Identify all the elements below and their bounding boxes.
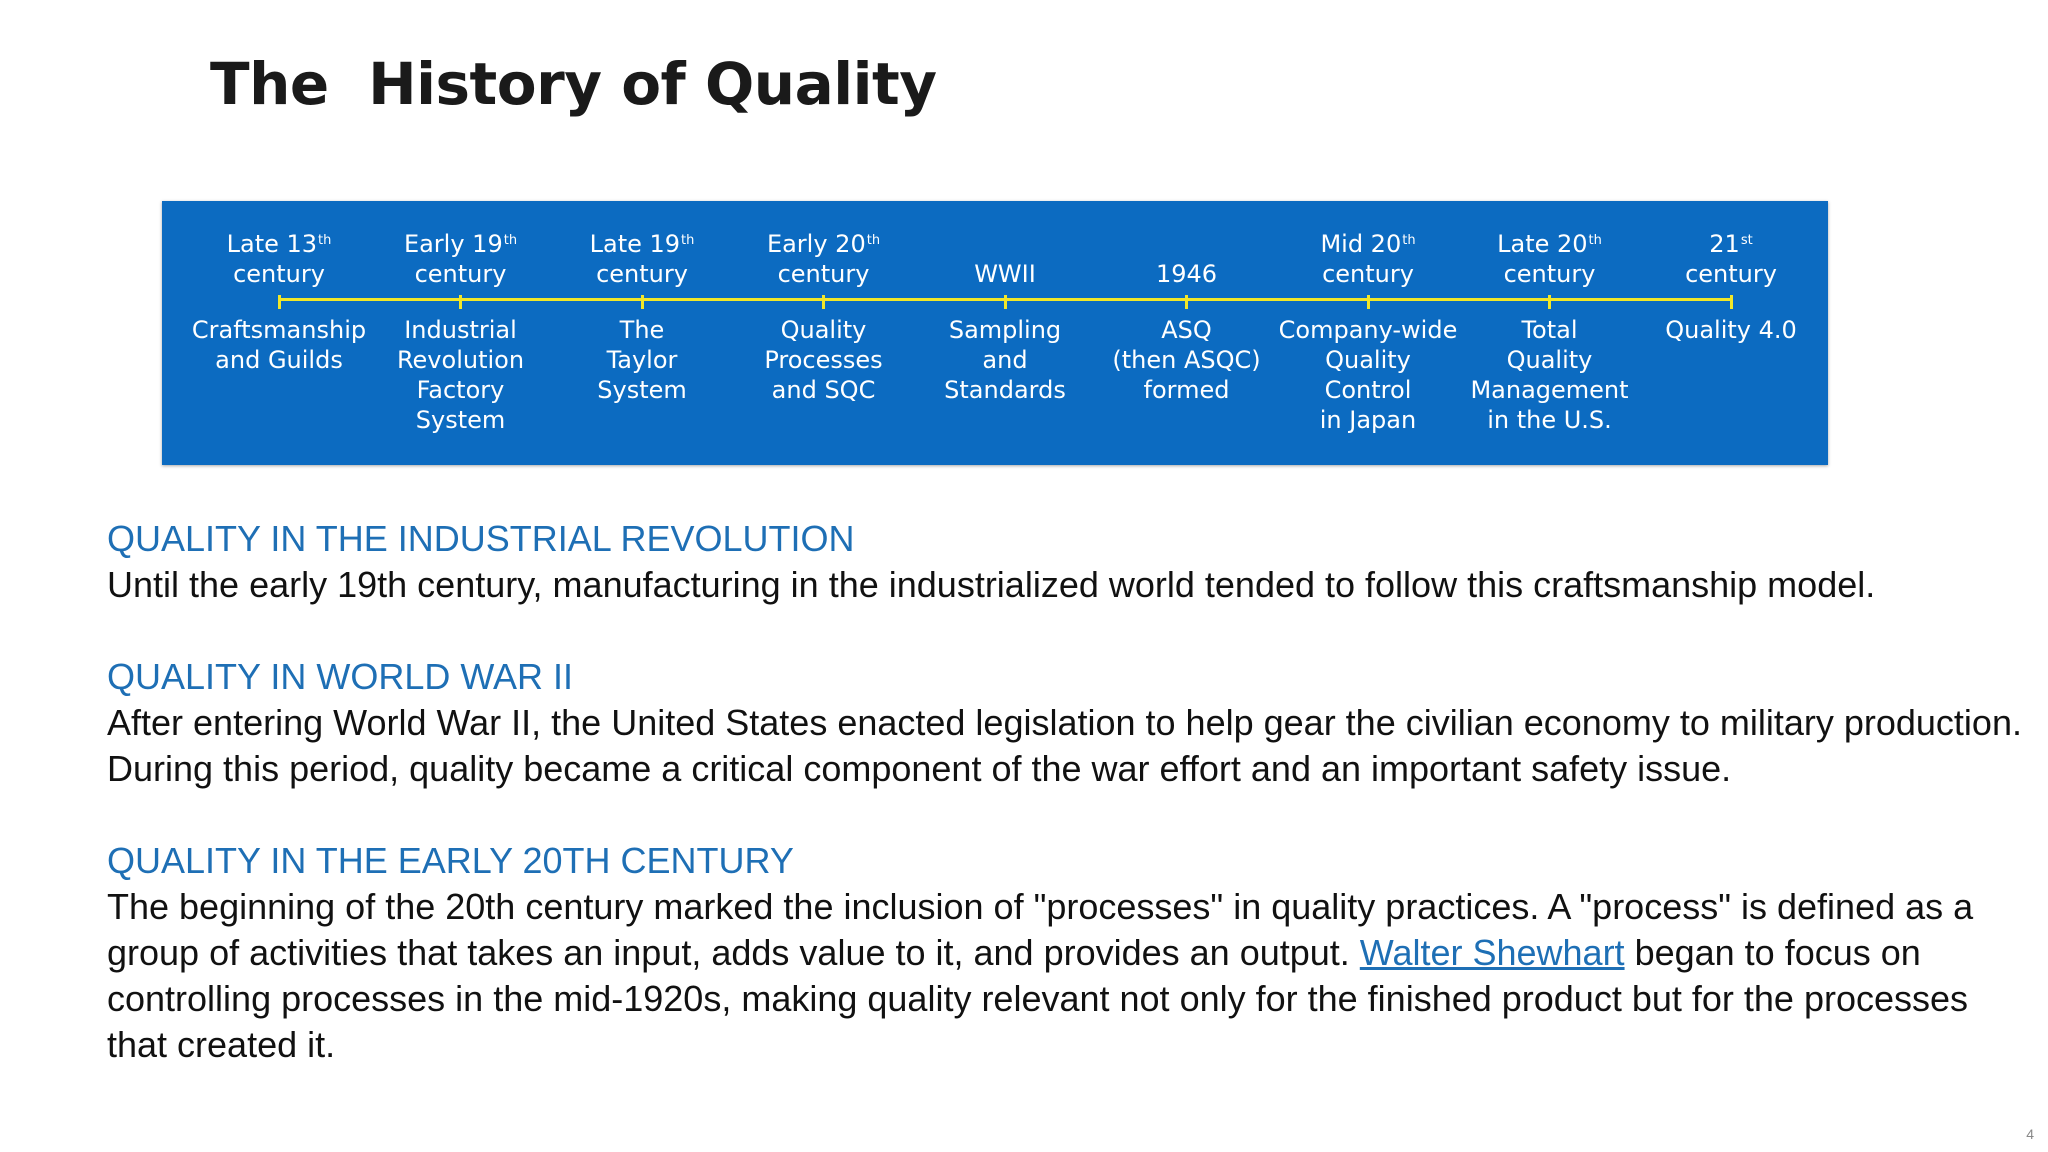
section-body xyxy=(107,884,2027,1068)
section-body: After entering World War II, the United States enacted legislation to help gear the civilian economy to military production. During this period, quality became a critical component of the war effort and an important safety issue. xyxy=(107,702,2022,789)
page-number: 4 xyxy=(2026,1126,2034,1142)
timeline-period xyxy=(1455,229,1645,289)
timeline-period xyxy=(184,229,374,289)
timeline-period xyxy=(366,229,556,289)
timeline-item xyxy=(1636,229,1826,345)
timeline-item xyxy=(729,229,919,405)
timeline-period-line2: century xyxy=(1685,260,1777,288)
timeline-tick xyxy=(822,295,825,309)
slide-title: The History of Quality xyxy=(210,50,937,118)
section-body-text: began to focus on controlling processes in the mid-1920s, making quality relevant not only for the finished product but for the processes that created it. xyxy=(107,932,1969,1065)
timeline-item xyxy=(1092,229,1282,405)
timeline-period-line1: Late 13th xyxy=(226,230,332,258)
timeline-period-line1: Mid 20th xyxy=(1320,230,1416,258)
timeline-event: Company-wide Quality Control in Japan xyxy=(1278,316,1458,434)
timeline-period xyxy=(910,229,1100,289)
timeline-period-line2: century xyxy=(777,260,870,288)
walter-shewhart-link[interactable]: Walter Shewhart xyxy=(1359,932,1625,973)
timeline-period xyxy=(729,229,919,289)
timeline-tick xyxy=(1730,295,1733,309)
section-body-text: The beginning of the 20th century marked the inclusion of "processes" in quality practices. A "process" is defined as a group of activities that takes an input, adds value to it, and provides an output. xyxy=(107,886,1974,973)
timeline-period-line1: Late 19th xyxy=(589,230,695,258)
section-heading: QUALITY IN THE INDUSTRIAL REVOLUTION xyxy=(107,518,855,559)
timeline-period xyxy=(1273,229,1463,289)
timeline-event: ASQ (then ASQC) formed xyxy=(1112,316,1261,404)
timeline-tick xyxy=(278,295,281,309)
timeline-period-line2: century xyxy=(1322,260,1414,288)
content-sections xyxy=(107,516,2027,1114)
timeline-item xyxy=(1455,229,1645,435)
section-heading: QUALITY IN THE EARLY 20TH CENTURY xyxy=(107,840,794,881)
timeline-tick xyxy=(1367,295,1370,309)
timeline-period-line1: Late 20th xyxy=(1497,230,1602,258)
section-industrial-revolution xyxy=(107,516,2027,608)
timeline-event: Craftsmanship and Guilds xyxy=(191,316,367,374)
timeline-period-line2: century xyxy=(233,260,325,288)
section-early-20th-century xyxy=(107,838,2027,1068)
timeline-period xyxy=(547,229,737,289)
timeline-period-line2: 1946 xyxy=(1155,260,1218,288)
timeline-period xyxy=(1092,229,1282,289)
timeline-tick xyxy=(1185,295,1188,309)
timeline-period xyxy=(1636,229,1826,289)
timeline-event: The Taylor System xyxy=(597,316,687,404)
timeline-event: Quality Processes and SQC xyxy=(764,316,883,404)
timeline-event: Total Quality Management in the U.S. xyxy=(1470,316,1629,434)
timeline-item xyxy=(547,229,737,405)
timeline-period-line1: Early 19th xyxy=(403,230,518,258)
timeline-tick xyxy=(1548,295,1551,309)
timeline-period-line1: Early 20th xyxy=(766,230,881,258)
section-heading: QUALITY IN WORLD WAR II xyxy=(107,656,574,697)
timeline-tick xyxy=(459,295,462,309)
section-body: Until the early 19th century, manufacturing in the industrialized world tended to follow this craftsmanship model. xyxy=(107,564,1876,605)
timeline-item xyxy=(1273,229,1463,435)
timeline-event: Industrial Revolution Factory System xyxy=(396,316,525,434)
timeline-period-line1: 21st xyxy=(1709,230,1753,258)
timeline-period-line1 xyxy=(1005,229,1006,259)
timeline-event: Quality 4.0 xyxy=(1665,316,1797,344)
timeline-banner xyxy=(162,201,1828,465)
timeline-tick xyxy=(641,295,644,309)
timeline-period-line2: century xyxy=(596,260,688,288)
timeline-period-line2: century xyxy=(1503,260,1596,288)
timeline-item xyxy=(910,229,1100,405)
section-world-war-ii xyxy=(107,654,2027,792)
timeline-tick xyxy=(1004,295,1007,309)
timeline-event: Sampling and Standards xyxy=(944,316,1066,404)
timeline-period-line1 xyxy=(1186,229,1187,259)
timeline-item xyxy=(184,229,374,375)
timeline-item xyxy=(366,229,556,435)
timeline-period-line2: WWII xyxy=(974,260,1036,288)
timeline-period-line2: century xyxy=(414,260,507,288)
